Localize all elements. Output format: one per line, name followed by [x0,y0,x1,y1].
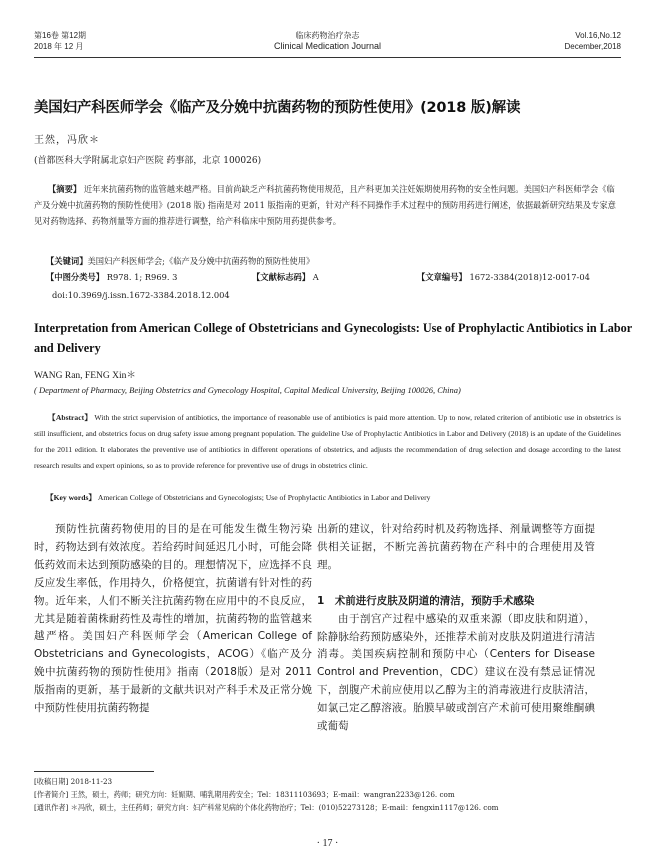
header-volume-en: Vol.16,No.12 December,2018 [564,31,621,51]
classification-row [46,270,621,284]
body-paragraph-continued: 出新的建议，针对给药时机及药物选择、剂量调整等方面提供相关证据，不断完善抗菌药物在产科中的合理使用及管理。 [317,523,595,571]
body-paragraph: 预防性抗菌药物使用的目的是在可能发生微生物污染时，药物达到有效浓度。若给药时间延迟几小时，可能会降低药效而未达到预防感染的目的。理想情况下，应选择不良反应发生率低，作用持久，价格便宜，抗菌谱有针对性的药物。近年来，人们不断关注抗菌药物在应用中的不良反应，尤其是随着菌株耐药性及毒性的增加，抗菌药物的监管越来越严格。美国妇产科医师学会（American College of Obstetricians and Gynecologists，ACOG）《临产及分娩中抗菌药物的预防性使用》指南（2018版）是对 2011 版指南的更新，基于最新的文献共识对产科手术及正常分娩中预防性使用抗菌药物提 [34,523,312,715]
chinese-authors: 王然，冯欣＊ [34,135,100,146]
chinese-keywords: 【关键词】美国妇产科医师学会;《临产及分娩中抗菌药物的预防性使用》 [46,256,315,266]
header-journal-name: 临床药物治疗杂志 Clinical Medication Journal [273,31,382,51]
header-volume-info: 第16卷 第12期 2018 年 12 月 [34,31,87,51]
english-affiliation: ( Department of Pharmacy, Beijing Obstetrics and Gynecology Hospital, Capital Medical University, Beijing 100026, China) [34,385,461,395]
body-column-left [34,521,312,718]
abstract-text: 近年来抗菌药物的监管越来越严格。目前尚缺乏产科抗菌药物使用规范，且产科更加关注妊娠期使用药物的安全性问题。美国妇产科医师学会《临产及分娩中抗菌药物的预防性使用》(2018 版) 指南是对 2011 版指南的更新，针对产科不同操作手术过程中的预防用药进行阐述，依据最新研究结果及专家意见对药物选择、药物剂量等方面的推荐进行调整，给产科临床中预防用药提供参考。 [34,184,616,227]
header-rule [34,57,621,58]
footnote-corresponding: [通讯作者] ＊冯欣，硕士，主任药师；研究方向：妇产科常见病的个体化药物治疗；Tel：(010)52273128；E-mail：fengxin1117@126. com [34,803,499,812]
body-paragraph: 由于剖宫产过程中感染的双重来源（即皮肤和阴道），除静脉给药预防感染外，还推荐术前对皮肤及阴道进行清洁消毒。美国疾病控制和预防中心（Centers for Disease Control and Prevention，CDC）建议在没有禁忌证情况下，剖腹产术前应使用以乙醇为主的消毒液进行皮肤清洁，如氯己定乙醇溶液。胎膜早破或剖宫产术前可使用聚维酮碘或葡萄 [317,612,595,733]
clc-code: 【中图分类号】 R978. 1; R969. 3 [46,272,178,282]
document-code: 【文献标志码】 A [252,272,319,282]
footnote-received: [收稿日期] 2018-11-23 [34,777,113,786]
section-heading: 1 术前进行皮肤及阴道的清洁，预防手术感染 [317,594,535,607]
running-header [34,30,621,56]
footnote-rule [34,771,154,772]
body-column-right [317,521,595,736]
english-abstract [34,410,621,474]
chinese-affiliation: (首都医科大学附属北京妇产医院 药事部，北京 100026) [34,156,262,166]
chinese-title: 美国妇产科医师学会《临产及分娩中抗菌药物的预防性使用》(2018 版)解读 [34,100,521,116]
abstract-text-en: With the strict supervision of antibiotics, the importance of reasonable use of antibiotics is paid more attention. Up to now, related criterion of antibiotic use in obstetrics is still insufficient, and obstetrics focus on drug safety issue among pregnant population. The guideline Use of Prophylactic Antibiotics in Labor and Delivery (2018) is an update of the Guidelines for the 2011 edition. It elaborates the preventive use of antibiotics in different operations of obstetrics, and adjusts the recommendation of drug selection and dosage according to the latest research results and expert opinions, so as to provide reference for preventive use of drugs in obstetrics clinic. [34,413,621,470]
chinese-abstract [34,181,621,230]
page-number: · 17 · [316,838,339,849]
abstract-label: 【摘要】 [48,184,82,194]
abstract-label-en: 【Abstract】 [48,413,93,422]
doi: doi:10.3969/j.issn.1672-3384.2018.12.004 [52,290,230,300]
footnote-author-info: [作者简介] 王然，硕士，药师；研究方向：妊娠期、哺乳期用药安全；Tel：18311103693；E-mail：wangran2233@126. com [34,790,455,799]
english-keywords: 【Key words】 American College of Obstetricians and Gynecologists; Use of Prophylactic Antibiotics in Labor and Delivery [46,493,431,502]
english-authors: WANG Ran, FENG Xin＊ [34,371,136,381]
english-title: Interpretation from American College of Obstetricians and Gynecologists: Use of Prophylactic Antibiotics in Labor and Delivery [34,321,632,355]
article-number: 【文章编号】 1672-3384(2018)12-0017-04 [417,272,590,282]
